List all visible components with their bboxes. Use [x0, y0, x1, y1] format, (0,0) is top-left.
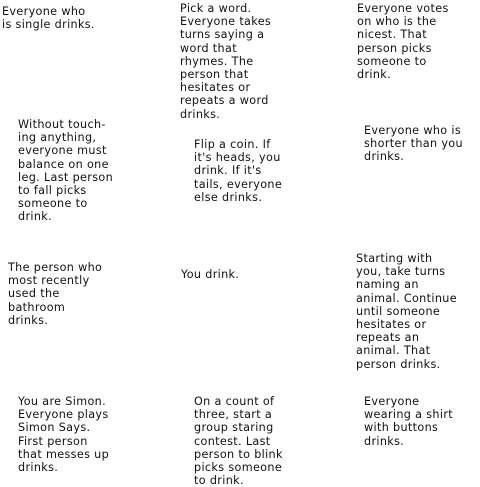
card-you-drink: You drink.: [181, 268, 240, 281]
card-shirt-buttons: Everyone wearing a shirt with buttons drinks.: [364, 395, 454, 448]
card-vote-nicest: Everyone votes on who is the nicest. That person picks someone to drink.: [357, 2, 449, 82]
card-rhyme-game: Pick a word. Everyone takes turns saying a word that rhymes. The person that hesitates or repeats a word drinks.: [180, 2, 272, 121]
card-flip-coin: Flip a coin. If it's heads, you drink. If it's tails, everyone else drinks.: [194, 138, 283, 204]
card-simon-says: You are Simon. Everyone plays Simon Says. First person that messes up drinks.: [18, 395, 110, 475]
card-single-drinks: Everyone who is single drinks.: [2, 5, 95, 32]
card-shorter-than-you: Everyone who is shorter than you drinks.: [364, 124, 463, 164]
card-bathroom: The person who most recently used the bathroom drinks.: [8, 261, 103, 327]
card-balance-one-leg: Without touch- ing anything, everyone must balance on one leg. Last person to fall picks someone to drink.: [18, 118, 114, 224]
card-staring-contest: On a count of three, start a group staring contest. Last person to blink picks someone to drink.: [194, 395, 283, 487]
card-name-animal: Starting with you, take turns naming an animal. Continue until someone hesitates or repeats an animal. That person drinks.: [356, 252, 457, 371]
